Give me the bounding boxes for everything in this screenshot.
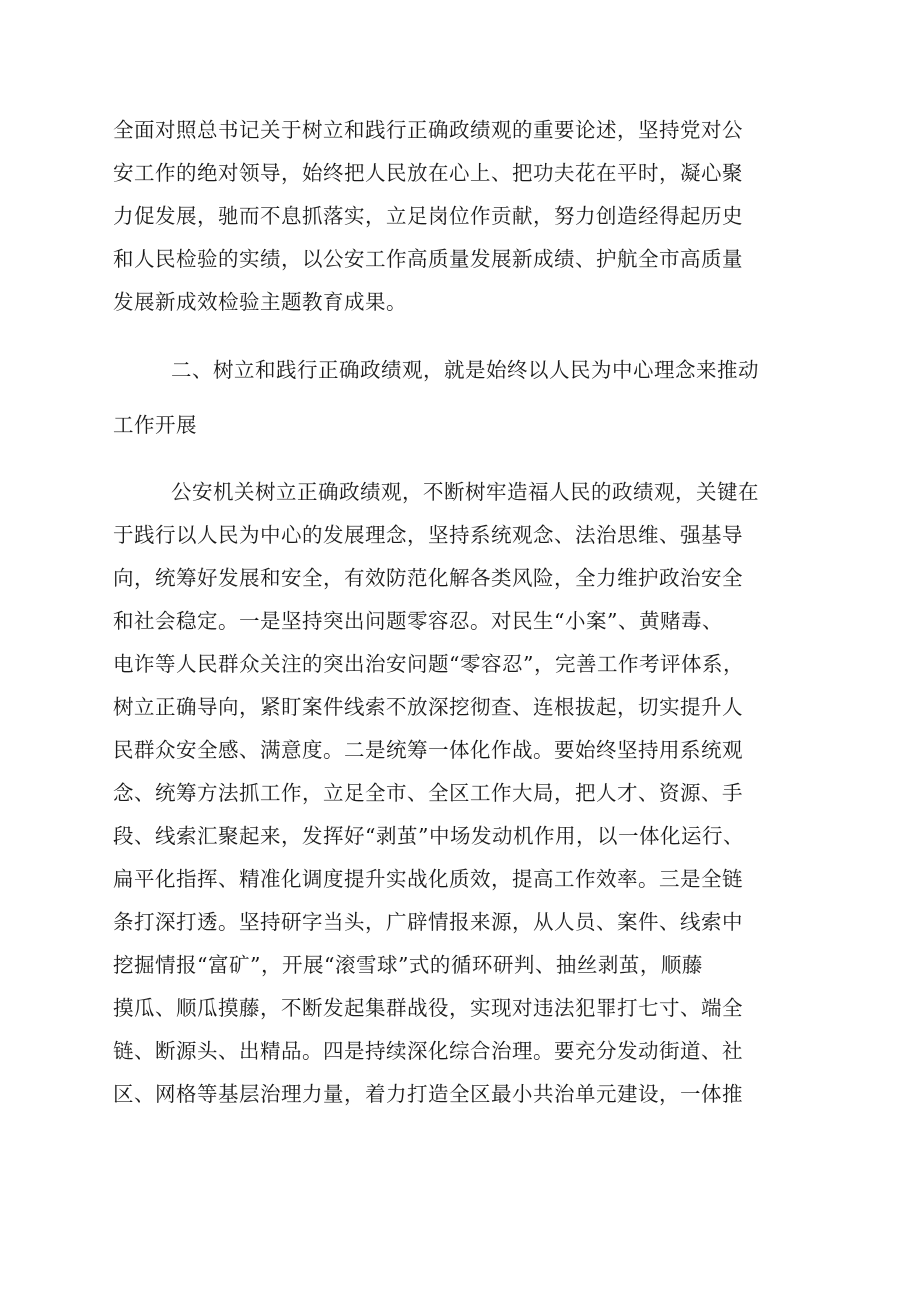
paragraph-1-line-5: 发展新成效检验主题教育成果。 [113,290,407,314]
paragraph-2-line-15: 区、网格等基层治理力量，着力打造全区最小共治单元建设，一体推 [113,1082,743,1106]
paragraph-2-line-10: 扁平化指挥、精准化调度提升实战化质效，提高工作效率。三是全链 [113,867,743,891]
paragraph-1-line-1: 全面对照总书记关于树立和践行正确政绩观的重要论述，坚持党对公 [113,118,743,142]
paragraph-2-line-5: 电诈等人民群众关注的突出治安问题“零容忍”，完善工作考评体系， [113,652,744,676]
paragraph-2-line-14: 链、断源头、出精品。四是持续深化综合治理。要充分发动街道、社 [113,1039,743,1063]
paragraph-2-line-8: 念、统筹方法抓工作，立足全市、全区工作大局，把人才、资源、手 [113,781,743,805]
paragraph-2-line-2: 于践行以人民为中心的发展理念，坚持系统观念、法治思维、强基导 [113,523,743,547]
paragraph-2-line-3: 向，统筹好发展和安全，有效防范化解各类风险，全力维护政治安全 [113,566,743,590]
paragraph-2-line-7: 民群众安全感、满意度。二是统筹一体化作战。要始终坚持用系统观 [113,738,743,762]
paragraph-2-line-6: 树立正确导向，紧盯案件线索不放深挖彻查、连根拔起，切实提升人 [113,695,743,719]
paragraph-2-line-1: 公安机关树立正确政绩观，不断树牢造福人民的政绩观，关键在 [171,480,759,504]
paragraph-2-line-11: 条打深打透。坚持研字当头，广辟情报来源，从人员、案件、线索中 [113,910,743,934]
paragraph-1-line-3: 力促发展，驰而不息抓落实，立足岗位作贡献，努力创造经得起历史 [113,204,743,228]
paragraph-2-line-9: 段、线索汇聚起来，发挥好“剥茧”中场发动机作用，以一体化运行、 [113,824,744,848]
paragraph-1-line-4: 和人民检验的实绩，以公安工作高质量发展新成绩、护航全市高质量 [113,247,743,271]
paragraph-2-line-13: 摸瓜、顺瓜摸藤，不断发起集群战役，实现对违法犯罪打七寸、端全 [113,996,743,1020]
paragraph-2-line-4: 和社会稳定。一是坚持突出问题零容忍。对民生“小案”、黄赌毒、 [113,609,723,633]
section-heading-line-2: 工作开展 [113,413,197,437]
paragraph-2-line-12: 挖掘情报“富矿”，开展“滚雪球”式的循环研判、抽丝剥茧，顺藤 [113,953,703,977]
paragraph-1-line-2: 安工作的绝对领导，始终把人民放在心上、把功夫花在平时，凝心聚 [113,161,743,185]
section-heading-line-1: 二、树立和践行正确政绩观，就是始终以人民为中心理念来推动 [171,358,759,382]
